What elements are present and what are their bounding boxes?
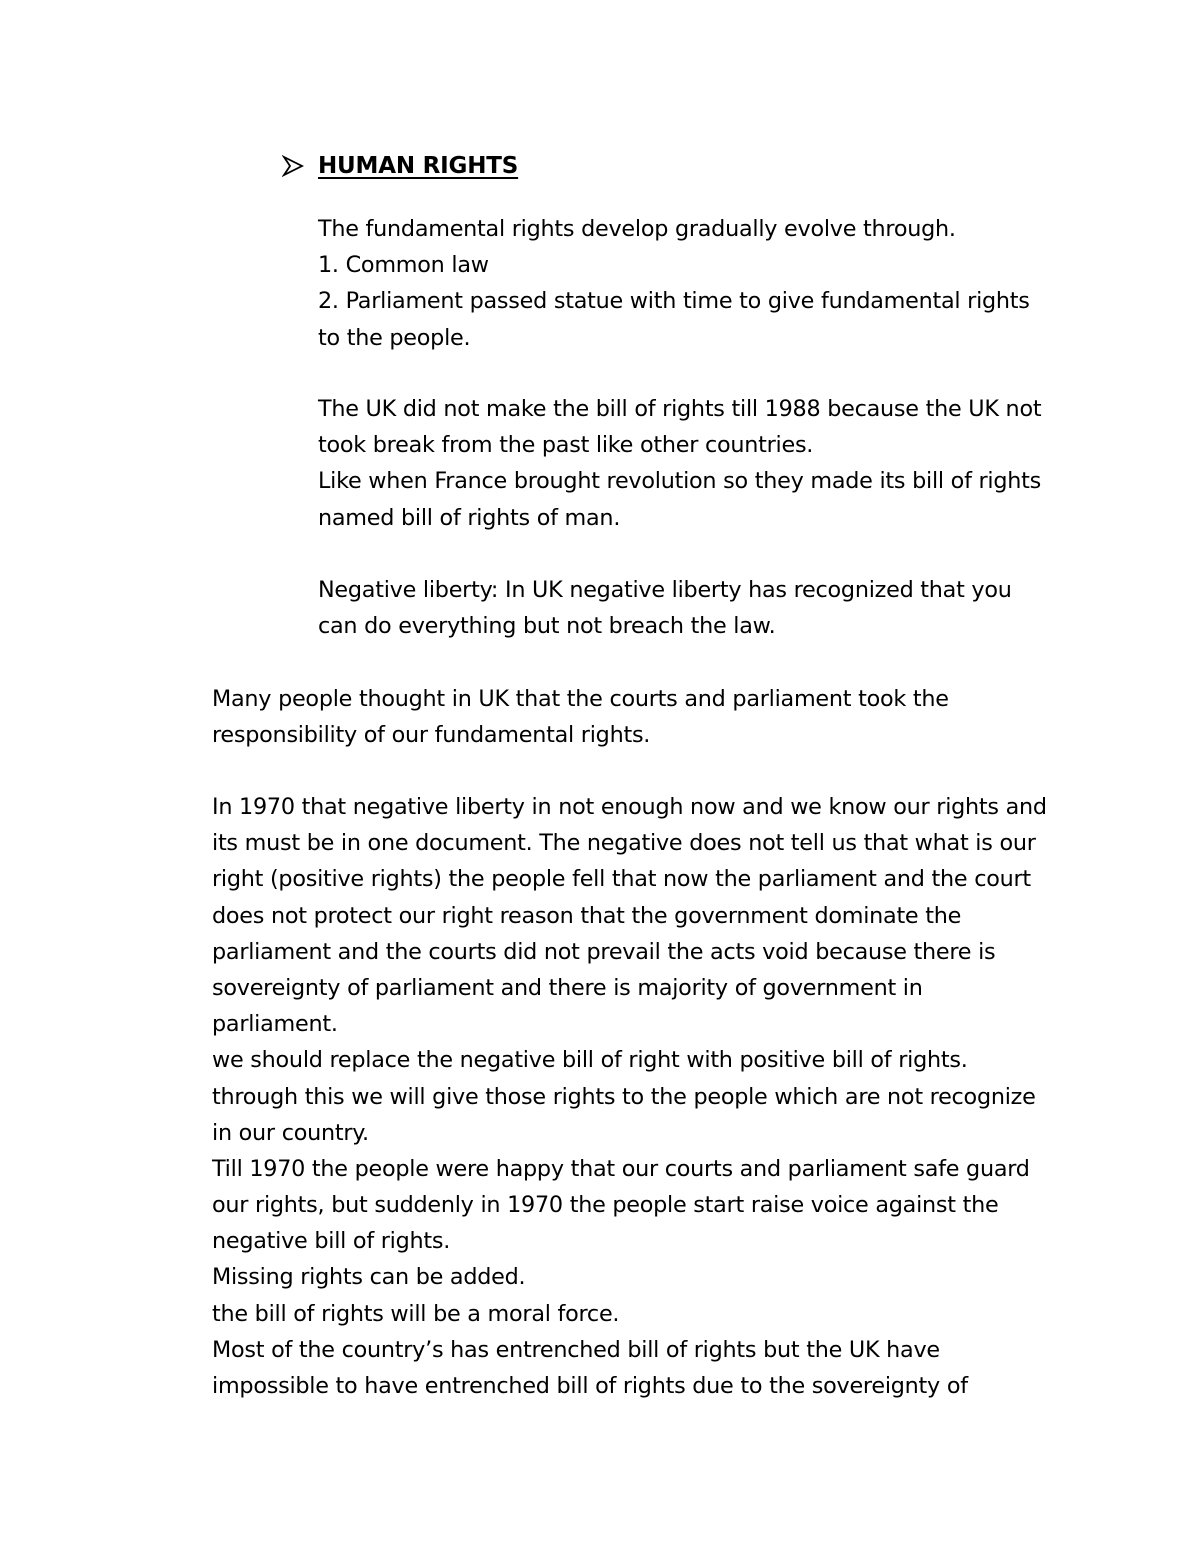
text-line: does not protect our right reason that the government dominate the bbox=[212, 902, 962, 929]
text-line: Most of the country’s has entrenched bill of rights but the UK have bbox=[212, 1336, 940, 1363]
text-line: took break from the past like other countries. bbox=[318, 432, 814, 459]
text-line: Negative liberty: In UK negative liberty has recognized that you bbox=[318, 577, 1012, 603]
text-line: In 1970 that negative liberty in not enough now and we know our rights and bbox=[212, 794, 1047, 820]
text-line: The fundamental rights develop gradually evolve through. bbox=[318, 216, 956, 242]
text-line: we should replace the negative bill of right with positive bill of rights. bbox=[212, 1047, 968, 1074]
bill-of-rights-section bbox=[318, 391, 1078, 536]
text-line: 1. Common law bbox=[318, 252, 489, 279]
document-heading: HUMAN RIGHTS bbox=[318, 153, 519, 179]
text-line: negative bill of rights. bbox=[212, 1228, 451, 1255]
text-line: responsibility of our fundamental rights. bbox=[212, 722, 651, 749]
text-line: Missing rights can be added. bbox=[212, 1264, 526, 1291]
text-line: parliament. bbox=[212, 1011, 338, 1038]
text-line: Like when France brought revolution so they made its bill of rights bbox=[318, 468, 1042, 495]
text-line: in our country. bbox=[212, 1119, 369, 1146]
text-line: can do everything but not breach the law. bbox=[318, 613, 776, 640]
negative-liberty-section bbox=[318, 572, 1078, 644]
text-line: parliament and the courts did not prevail the acts void because there is bbox=[212, 938, 996, 965]
heading-row bbox=[282, 146, 518, 186]
text-line: through this we will give those rights to the people which are not recognize bbox=[212, 1083, 1036, 1110]
text-line: our rights, but suddenly in 1970 the people start raise voice against the bbox=[212, 1192, 999, 1219]
text-line: to the people. bbox=[318, 324, 471, 351]
text-line: right (positive rights) the people fell that now the parliament and the court bbox=[212, 866, 1031, 893]
text-line: Till 1970 the people were happy that our courts and parliament safe guard bbox=[212, 1155, 1030, 1182]
text-line: The UK did not make the bill of rights till 1988 because the UK not bbox=[318, 396, 1042, 422]
text-line: the bill of rights will be a moral force. bbox=[212, 1300, 620, 1327]
text-line: Many people thought in UK that the courts and parliament took the bbox=[212, 686, 949, 712]
arrowhead-bullet-icon bbox=[282, 155, 304, 177]
intro-section bbox=[318, 211, 1078, 356]
responsibility-paragraph bbox=[212, 681, 1092, 753]
text-line: named bill of rights of man. bbox=[318, 504, 621, 531]
text-line: its must be in one document. The negative does not tell us that what is our bbox=[212, 830, 1036, 857]
main-paragraph bbox=[212, 789, 1092, 1404]
text-line: 2. Parliament passed statue with time to give fundamental rights bbox=[318, 288, 1030, 315]
text-line: impossible to have entrenched bill of rights due to the sovereignty of bbox=[212, 1373, 968, 1399]
text-line: sovereignty of parliament and there is majority of government in bbox=[212, 974, 923, 1001]
